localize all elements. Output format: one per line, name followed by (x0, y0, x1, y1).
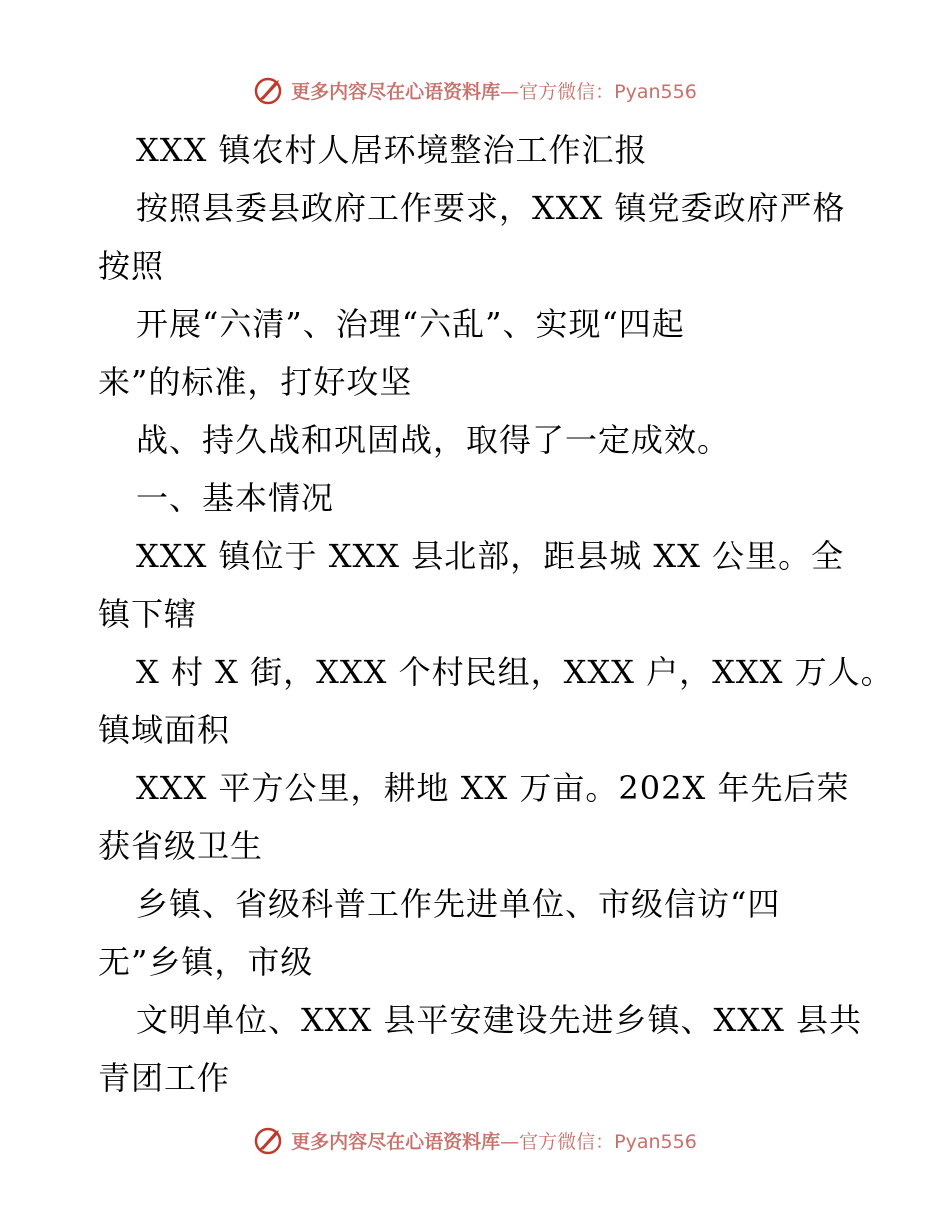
paragraph-line: 无”乡镇，市级 (98, 943, 314, 981)
paragraph-line: 获省级卫生 (98, 827, 264, 865)
paragraph-line: 按照 (98, 247, 165, 285)
paragraph-line: X 村 X 街，XXX 个村民组，XXX 户，XXX 万人。 (136, 653, 894, 691)
paragraph-line: 镇下辖 (98, 595, 198, 633)
header-banner-text (291, 77, 697, 104)
paragraph-line: 青团工作 (98, 1059, 231, 1097)
paragraph-line: 乡镇、省级科普工作先进单位、市级信访“四 (136, 885, 781, 923)
header-banner (0, 70, 950, 110)
document-title: XXX 镇农村人居环境整治工作汇报 (136, 131, 648, 169)
pen-logo-icon (253, 1124, 285, 1156)
section-heading: 一、基本情况 (136, 479, 335, 517)
paragraph-line: XXX 镇位于 XXX 县北部，距县城 XX 公里。全 (136, 537, 845, 575)
paragraph-line: 来”的标准，打好攻坚 (98, 363, 413, 401)
footer-banner-wechat: 官方微信：Pyan556 (519, 1130, 697, 1153)
header-banner-wechat: 官方微信：Pyan556 (519, 80, 697, 103)
paragraph-line: 镇域面积 (98, 711, 231, 749)
paragraph-line: XXX 平方公里，耕地 XX 万亩。202X 年先后荣 (136, 769, 850, 807)
footer-banner (0, 1120, 950, 1160)
footer-banner-separator: — (500, 1130, 520, 1153)
header-banner-content (253, 74, 697, 106)
footer-banner-text (291, 1127, 697, 1154)
header-banner-separator: — (500, 80, 520, 103)
footer-banner-content (253, 1124, 697, 1156)
footer-banner-main: 更多内容尽在心语资料库 (291, 1130, 501, 1153)
header-banner-main: 更多内容尽在心语资料库 (291, 80, 501, 103)
pen-logo-icon (253, 74, 285, 106)
paragraph-line: 战、持久战和巩固战，取得了一定成效。 (136, 421, 731, 459)
paragraph-line: 文明单位、XXX 县平安建设先进乡镇、XXX 县共 (136, 1001, 863, 1039)
paragraph-line: 按照县委县政府工作要求，XXX 镇党委政府严格 (136, 189, 846, 227)
paragraph-line: 开展“六清”、治理“六乱”、实现“四起 (136, 305, 685, 343)
